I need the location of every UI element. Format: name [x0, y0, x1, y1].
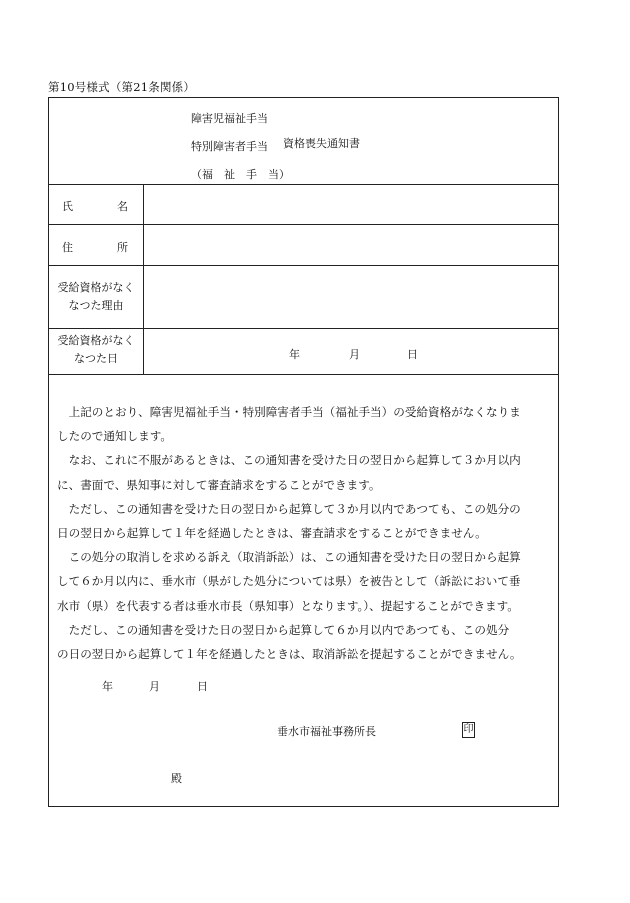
seal-mark: 印	[462, 722, 475, 738]
rule-title-bottom	[49, 184, 558, 185]
notice-line: に、書面で、県知事に対して審査請求をすることができます。	[57, 477, 381, 492]
allowance-name-1: 障害児福祉手当	[191, 112, 268, 125]
notice-line: の日の翌日から起算して１年を経過したときは、取消訴訟を提起することができません。	[57, 647, 522, 662]
reason-label	[49, 279, 143, 315]
allowance-name-2: 特別障害者手当	[191, 140, 268, 153]
rule-date-bottom	[49, 374, 558, 375]
notice-line: 日の翌日から起算して１年を経過したときは、審査請求をすることができません。	[57, 526, 487, 541]
reason-label-line2: なつた理由	[68, 299, 124, 312]
issuer-name: 垂水市福祉事務所長	[277, 725, 376, 738]
date-year-label: 年	[289, 348, 300, 361]
rule-name-bottom	[49, 224, 558, 225]
notice-line: 上記のとおり、障害児福祉手当・特別障害者手当（福祉手当）の受給資格がなくなりま	[68, 405, 521, 419]
date-month-label: 月	[349, 348, 360, 361]
address-field[interactable]	[145, 226, 555, 263]
name-label: 氏 名	[62, 200, 128, 213]
issue-day-label: 日	[197, 680, 208, 693]
allowance-name-3: （福 祉 手 当）	[191, 168, 290, 181]
notice-line: なお、これに不服があるときは、この通知書を受けた日の翌日から起算して３か月以内	[68, 453, 521, 468]
reason-field[interactable]	[145, 267, 555, 326]
notice-form	[48, 97, 559, 807]
notice-line: この処分の取消しを求める訴え（取消訴訟）は、この通知書を受けた日の翌日から起算	[68, 550, 521, 565]
address-label: 住 所	[62, 241, 128, 254]
name-field[interactable]	[145, 186, 555, 222]
rule-reason-bottom	[49, 328, 558, 329]
date-label-line1: 受給資格がなく	[57, 334, 135, 347]
date-day-label: 日	[407, 348, 418, 361]
notice-line: 水市（県）を代表する者は垂水市長（県知事）となります。）、提起することができます。	[57, 598, 519, 613]
notice-line: ただし、この通知書を受けた日の翌日から起算して６か月以内であつても、この処分	[68, 622, 510, 637]
issue-year-label: 年	[102, 680, 113, 693]
notice-line: したので通知します。	[57, 429, 173, 444]
date-label-line2: なつた日	[74, 352, 118, 365]
recipient-honorific: 殿	[171, 772, 182, 785]
notice-line: して６か月以内に、垂水市（県がした処分については県）を被告として（訴訟において垂	[57, 574, 521, 589]
rule-address-bottom	[49, 265, 558, 266]
reason-label-line1: 受給資格がなく	[57, 281, 135, 294]
date-label	[49, 332, 143, 368]
notice-line: ただし、この通知書を受けた日の翌日から起算して３か月以内であつても、この処分の	[68, 501, 521, 516]
label-column-divider	[143, 184, 144, 374]
notice-title: 資格喪失通知書	[283, 137, 360, 150]
form-number: 第10号様式（第21条関係）	[48, 80, 196, 94]
notice-body	[57, 400, 553, 666]
issue-month-label: 月	[149, 680, 160, 693]
